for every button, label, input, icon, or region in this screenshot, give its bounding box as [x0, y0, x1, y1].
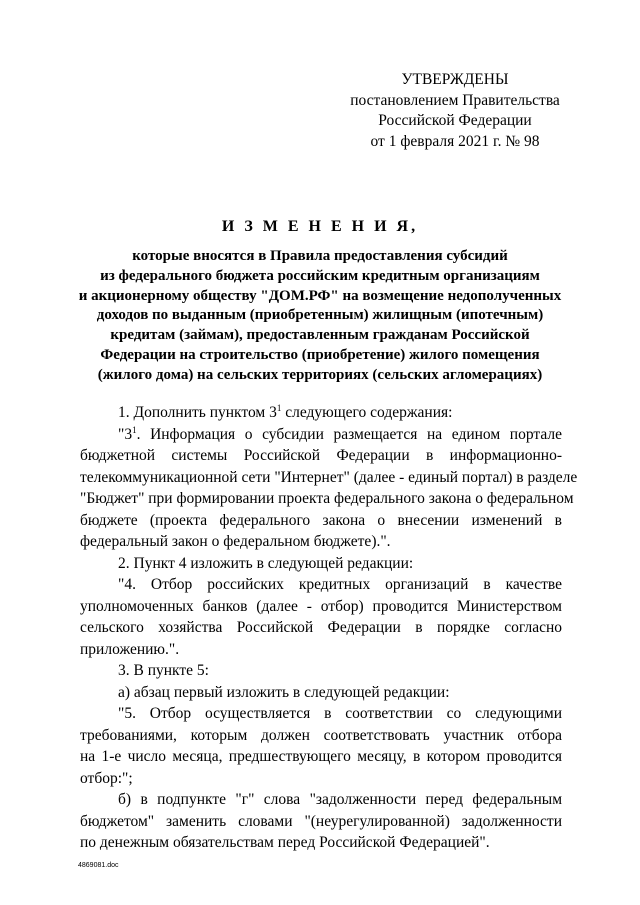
paragraph-line: отбор:"; — [80, 769, 133, 787]
approval-line-date: от 1 февраля 2021 г. № 98 — [370, 132, 540, 150]
item-2-quote-first-line: "4. Отбор российских кредитных организаций в качестве — [118, 576, 562, 593]
item-2-intro: 2. Пункт 4 изложить в следующей редакции: — [118, 554, 414, 572]
subtitle-line: доходов по выданным (приобретенным) жилищным (ипотечным) — [96, 307, 544, 324]
document-heading — [60, 217, 580, 386]
item-3a-intro: а) абзац первый изложить в следующей редакции: — [118, 683, 450, 701]
paragraph-line: бюджетом" заменить словами "(неурегулированной) задолженности — [80, 812, 562, 830]
item-3-intro: 3. В пункте 5: — [118, 662, 209, 679]
subtitle-line: (жилого дома) на сельских территориях (сельских агломерациях) — [97, 366, 543, 383]
subtitle-line: Федерации на строительство (приобретение) жилого помещения — [100, 346, 540, 363]
document-body — [80, 402, 578, 854]
paragraph-line: "Бюджет" при формировании проекта федерального закона о федеральном — [80, 490, 574, 507]
paragraph-line: приложению.". — [80, 640, 180, 658]
item-1-quote-first-line: "$3^1$. Информация о субсидии размещается на едином портале — [118, 424, 562, 443]
approval-line-federation: Российской Федерации — [378, 112, 532, 129]
item-1-intro: 1. Дополнить пунктом $3^1$ следующего содержания: — [118, 403, 453, 421]
paragraph-line: сельского хозяйства Российской Федерации в порядке согласно — [80, 619, 562, 636]
paragraph-line: уполномоченных банков (далее - отбор) проводится Министерством — [80, 597, 562, 615]
paragraph-line: телекоммуникационной сети "Интернет" (далее - единый портал) в разделе — [80, 468, 578, 486]
approval-stamp — [330, 70, 580, 152]
footer-doc-id: 4869081.doc — [78, 862, 119, 869]
document-subtitle — [60, 247, 580, 386]
paragraph-line: на 1-е число месяца, предшествующего месяцу, в котором проводится — [80, 748, 562, 765]
paragraph-line: федеральный закон о федеральном бюджете).". — [80, 533, 391, 550]
subtitle-line: которые вносятся в Правила предоставления субсидий — [132, 248, 508, 264]
paragraph-line: требованиями, которым должен соответствовать участник отбора — [80, 726, 562, 744]
paragraph-line: бюджете (проекта федерального закона о внесении изменений в — [80, 511, 562, 529]
approval-line-decree: постановлением Правительства — [350, 91, 560, 109]
item-3a-quote-first-line: "5. Отбор осуществляется в соответствии со следующими — [118, 705, 562, 722]
document-title: И З М Е Н Е Н И Я, — [221, 218, 419, 235]
paragraph-line: по денежным обязательствам перед Российской Федерацией". — [80, 834, 490, 851]
subtitle-line: и акционерному обществу "ДОМ.РФ" на возмещение недополученных — [78, 287, 562, 304]
item-3b-first-line: б) в подпункте "г" слова "задолженности перед федеральным — [118, 791, 562, 808]
subtitle-line: из федерального бюджета российским кредитным организациям — [100, 267, 540, 284]
subtitle-line: кредитам (займам), предоставленным гражданам Российской — [110, 327, 530, 344]
paragraph-line: бюджетной системы Российской Федерации в информационно- — [80, 447, 562, 464]
approval-title: УТВЕРЖДЕНЫ — [401, 71, 509, 88]
